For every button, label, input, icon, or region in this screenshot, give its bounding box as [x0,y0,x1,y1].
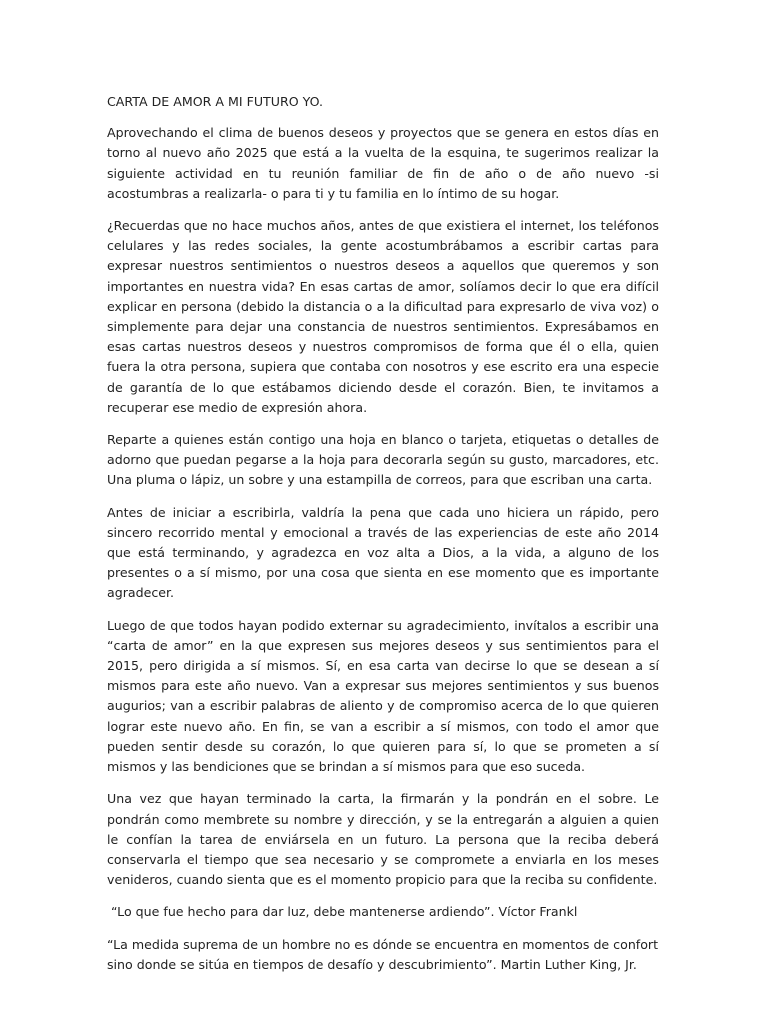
paragraph: Aprovechando el clima de buenos deseos y proyectos que se genera en estos días en torno al nuevo año 2025 que está a la vuelta de la esquina, te sugerimos realizar la siguiente actividad en tu reunión familiar de fin de año o de año nuevo -si acostumbras a realizarla- o para ti y tu familia en lo íntimo de su hogar. [107,125,659,201]
document-title: CARTA DE AMOR A MI FUTURO YO. [107,94,324,109]
paragraph: Reparte a quienes están contigo una hoja en blanco o tarjeta, etiquetas o detalles de adorno que puedan pegarse a la hoja para decorarla según su gusto, marcadores, etc. Una pluma o lápiz, un sobre y una estampilla de correos, para que escriban una carta. [107,432,659,488]
paragraph: Una vez que hayan terminado la carta, la firmarán y la pondrán en el sobre. Le pondrán como membrete su nombre y dirección, y se la entregarán a alguien a quien le confían la tarea de enviársela en un futuro. La persona que la reciba deberá conservarla el tiempo que sea necesario y se compromete a enviarla en los meses venideros, cuando sienta que es el momento propicio para que la reciba su confidente. [107,791,659,888]
paragraph: Luego de que todos hayan podido externar su agradecimiento, invítalos a escribir una “carta de amor” en la que expresen sus mejores deseos y sus sentimientos para el 2015, pero dirigida a sí mismos. Sí, en esa carta van decirse lo que se desean a sí mismos para este año nuevo. Van a expresar sus mejores sentimientos y sus buenos augurios; van a escribir palabras de aliento y de compromiso acerca de lo que quieren lograr este nuevo año. En fin, se van a escribir a sí mismos, con todo el amor que pueden sentir desde su corazón, lo que quieren para sí, lo que se prometen a sí mismos y las bendiciones que se brindan a sí mismos para que eso suceda. [107,617,659,775]
paragraph: Antes de iniciar a escribirla, valdría la pena que cada uno hiciera un rápido, pero sincero recorrido mental y emocional a través de las experiencias de este año 2014 que está terminando, y agradezca en voz alta a Dios, a la vida, a alguno de los presentes o a sí mismo, por una cosa que sienta en ese momento que es importante agradecer. [107,504,659,601]
document-page [107,92,659,987]
quote-king: “La medida suprema de un hombre no es dónde se encuentra en momentos de confort sino donde se sitúa en tiempos de desafío y descubrimiento”. Martin Luther King, Jr. [107,936,659,972]
paragraph: ¿Recuerdas que no hace muchos años, antes de que existiera el internet, los teléfonos celulares y las redes sociales, la gente acostumbrábamos a escribir cartas para expresar nuestros sentimientos o nuestros deseos a aquellos que queremos y son importantes en nuestra vida? En esas cartas de amor, solíamos decir lo que era difícil explicar en persona (debido la distancia o a la dificultad para expresarlo de viva voz) o simplemente para dejar una constancia de nuestros sentimientos. Expresábamos en esas cartas nuestros deseos y nuestros compromisos de forma que él o ella, quien fuera la otra persona, supiera que contaba con nosotros y ese escrito era una especie de garantía de lo que estábamos diciendo desde el corazón. Bien, te invitamos a recuperar ese medio de expresión ahora. [107,218,659,415]
quote-frankl: “Lo que fue hecho para dar luz, debe mantenerse ardiendo”. Víctor Frankl [107,904,578,920]
